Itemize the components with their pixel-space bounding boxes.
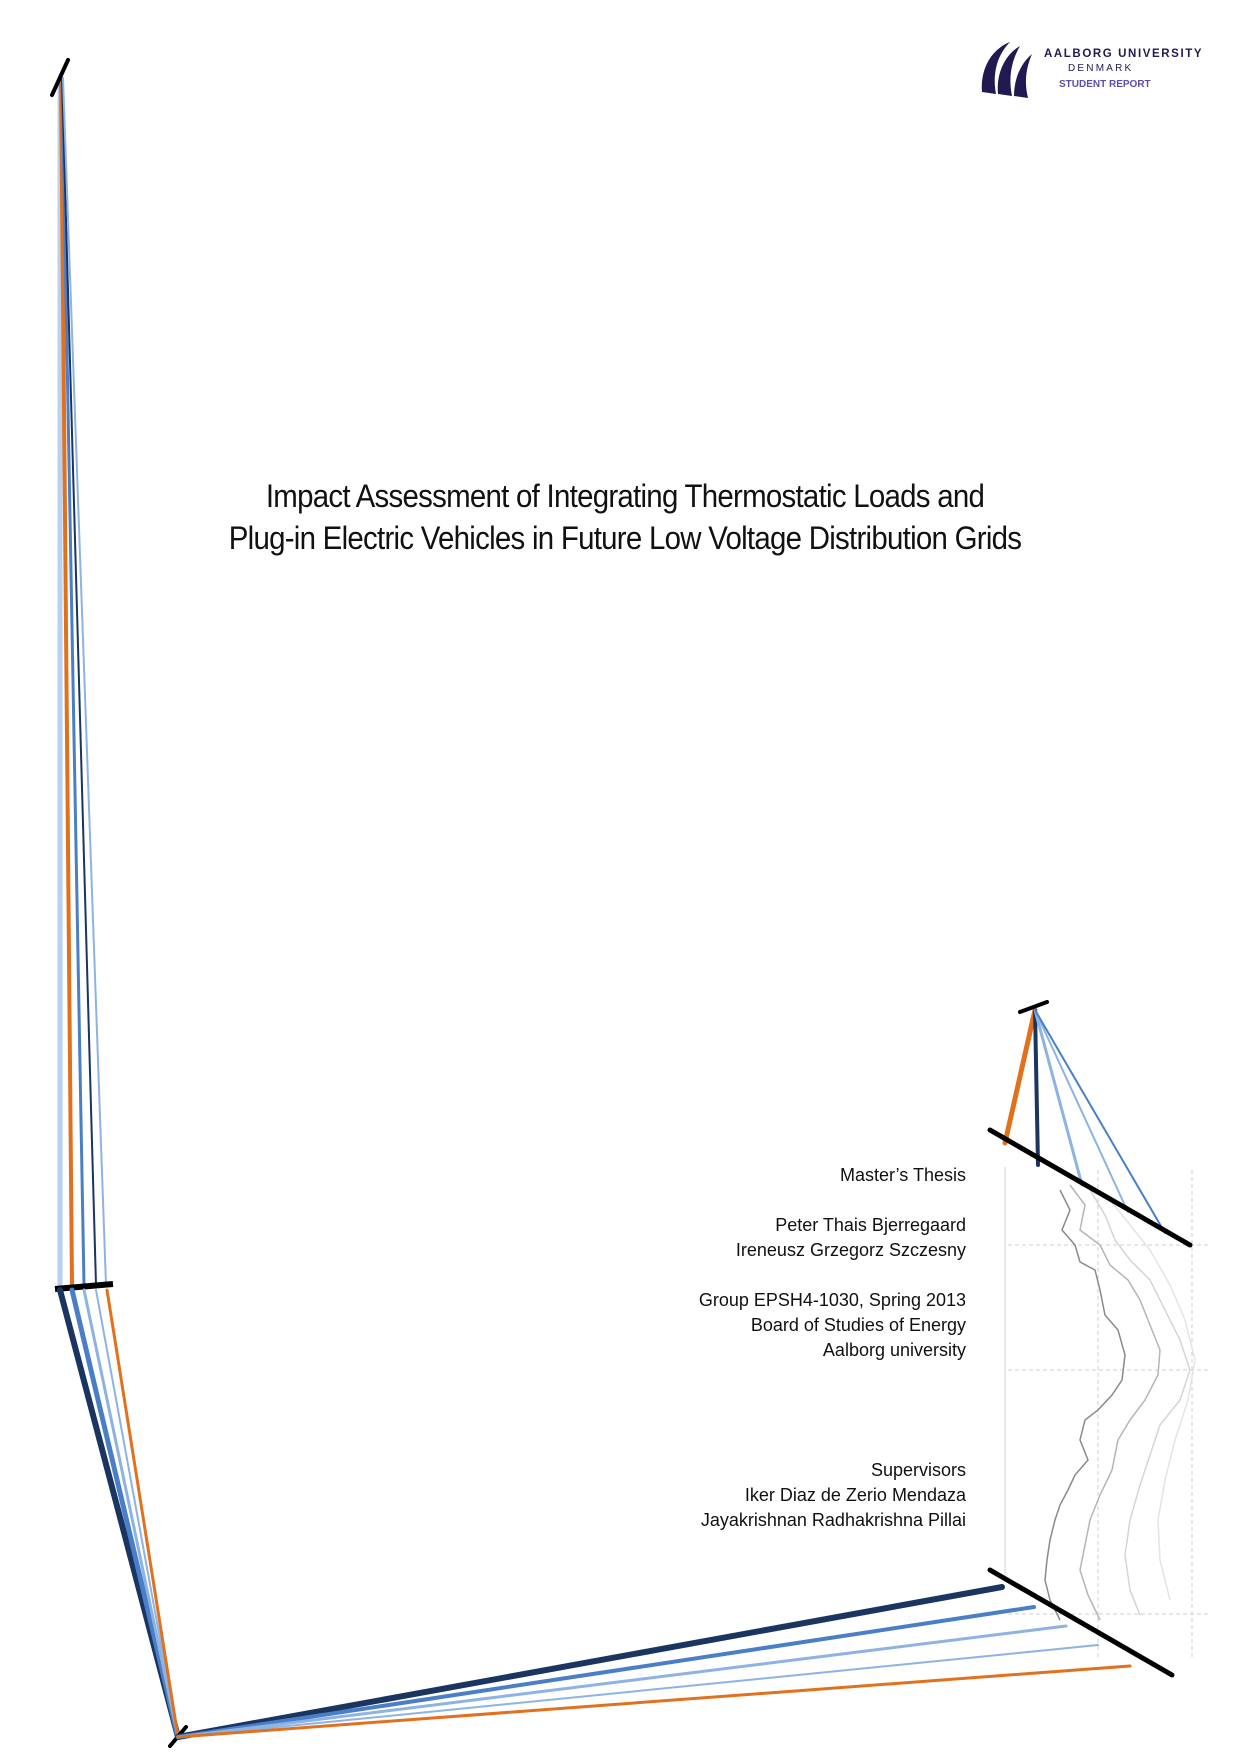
logo-report-type: STUDENT REPORT xyxy=(1059,79,1151,90)
top-right-fan xyxy=(1005,1002,1165,1233)
thesis-type: Master’s Thesis xyxy=(839,1165,966,1185)
author-1: Peter Thais Bjerregaard xyxy=(775,1215,966,1235)
institution: Aalborg university xyxy=(822,1340,966,1360)
supervisor-1: Iker Diaz de Zerio Mendaza xyxy=(744,1485,966,1505)
group-info: Group EPSH4-1030, Spring 2013 xyxy=(698,1290,966,1310)
author-2: Ireneusz Grzegorz Szczesny xyxy=(735,1240,966,1260)
thesis-title xyxy=(160,475,1089,559)
chart-borders xyxy=(990,1130,1190,1675)
left-tick xyxy=(55,1284,113,1289)
bottom-lines xyxy=(178,1587,1130,1737)
aalborg-university-logo xyxy=(976,36,1204,102)
left-vertical-lines xyxy=(52,60,106,1285)
title-line-2: Plug-in Electric Vehicles in Future Low Voltage Distribution Grids xyxy=(228,520,1022,556)
university-emblem-icon xyxy=(976,36,1038,102)
board-info: Board of Studies of Energy xyxy=(750,1315,966,1335)
supervisors-heading: Supervisors xyxy=(870,1460,966,1480)
supervisor-2: Jayakrishnan Radhakrishna Pillai xyxy=(700,1510,966,1530)
logo-university-name: AALBORG UNIVERSITY xyxy=(1044,48,1204,60)
left-diagonal-lines xyxy=(60,1290,186,1746)
title-line-1: Impact Assessment of Integrating Thermostatic Loads and xyxy=(265,478,985,514)
logo-country: DENMARK xyxy=(1068,63,1134,74)
